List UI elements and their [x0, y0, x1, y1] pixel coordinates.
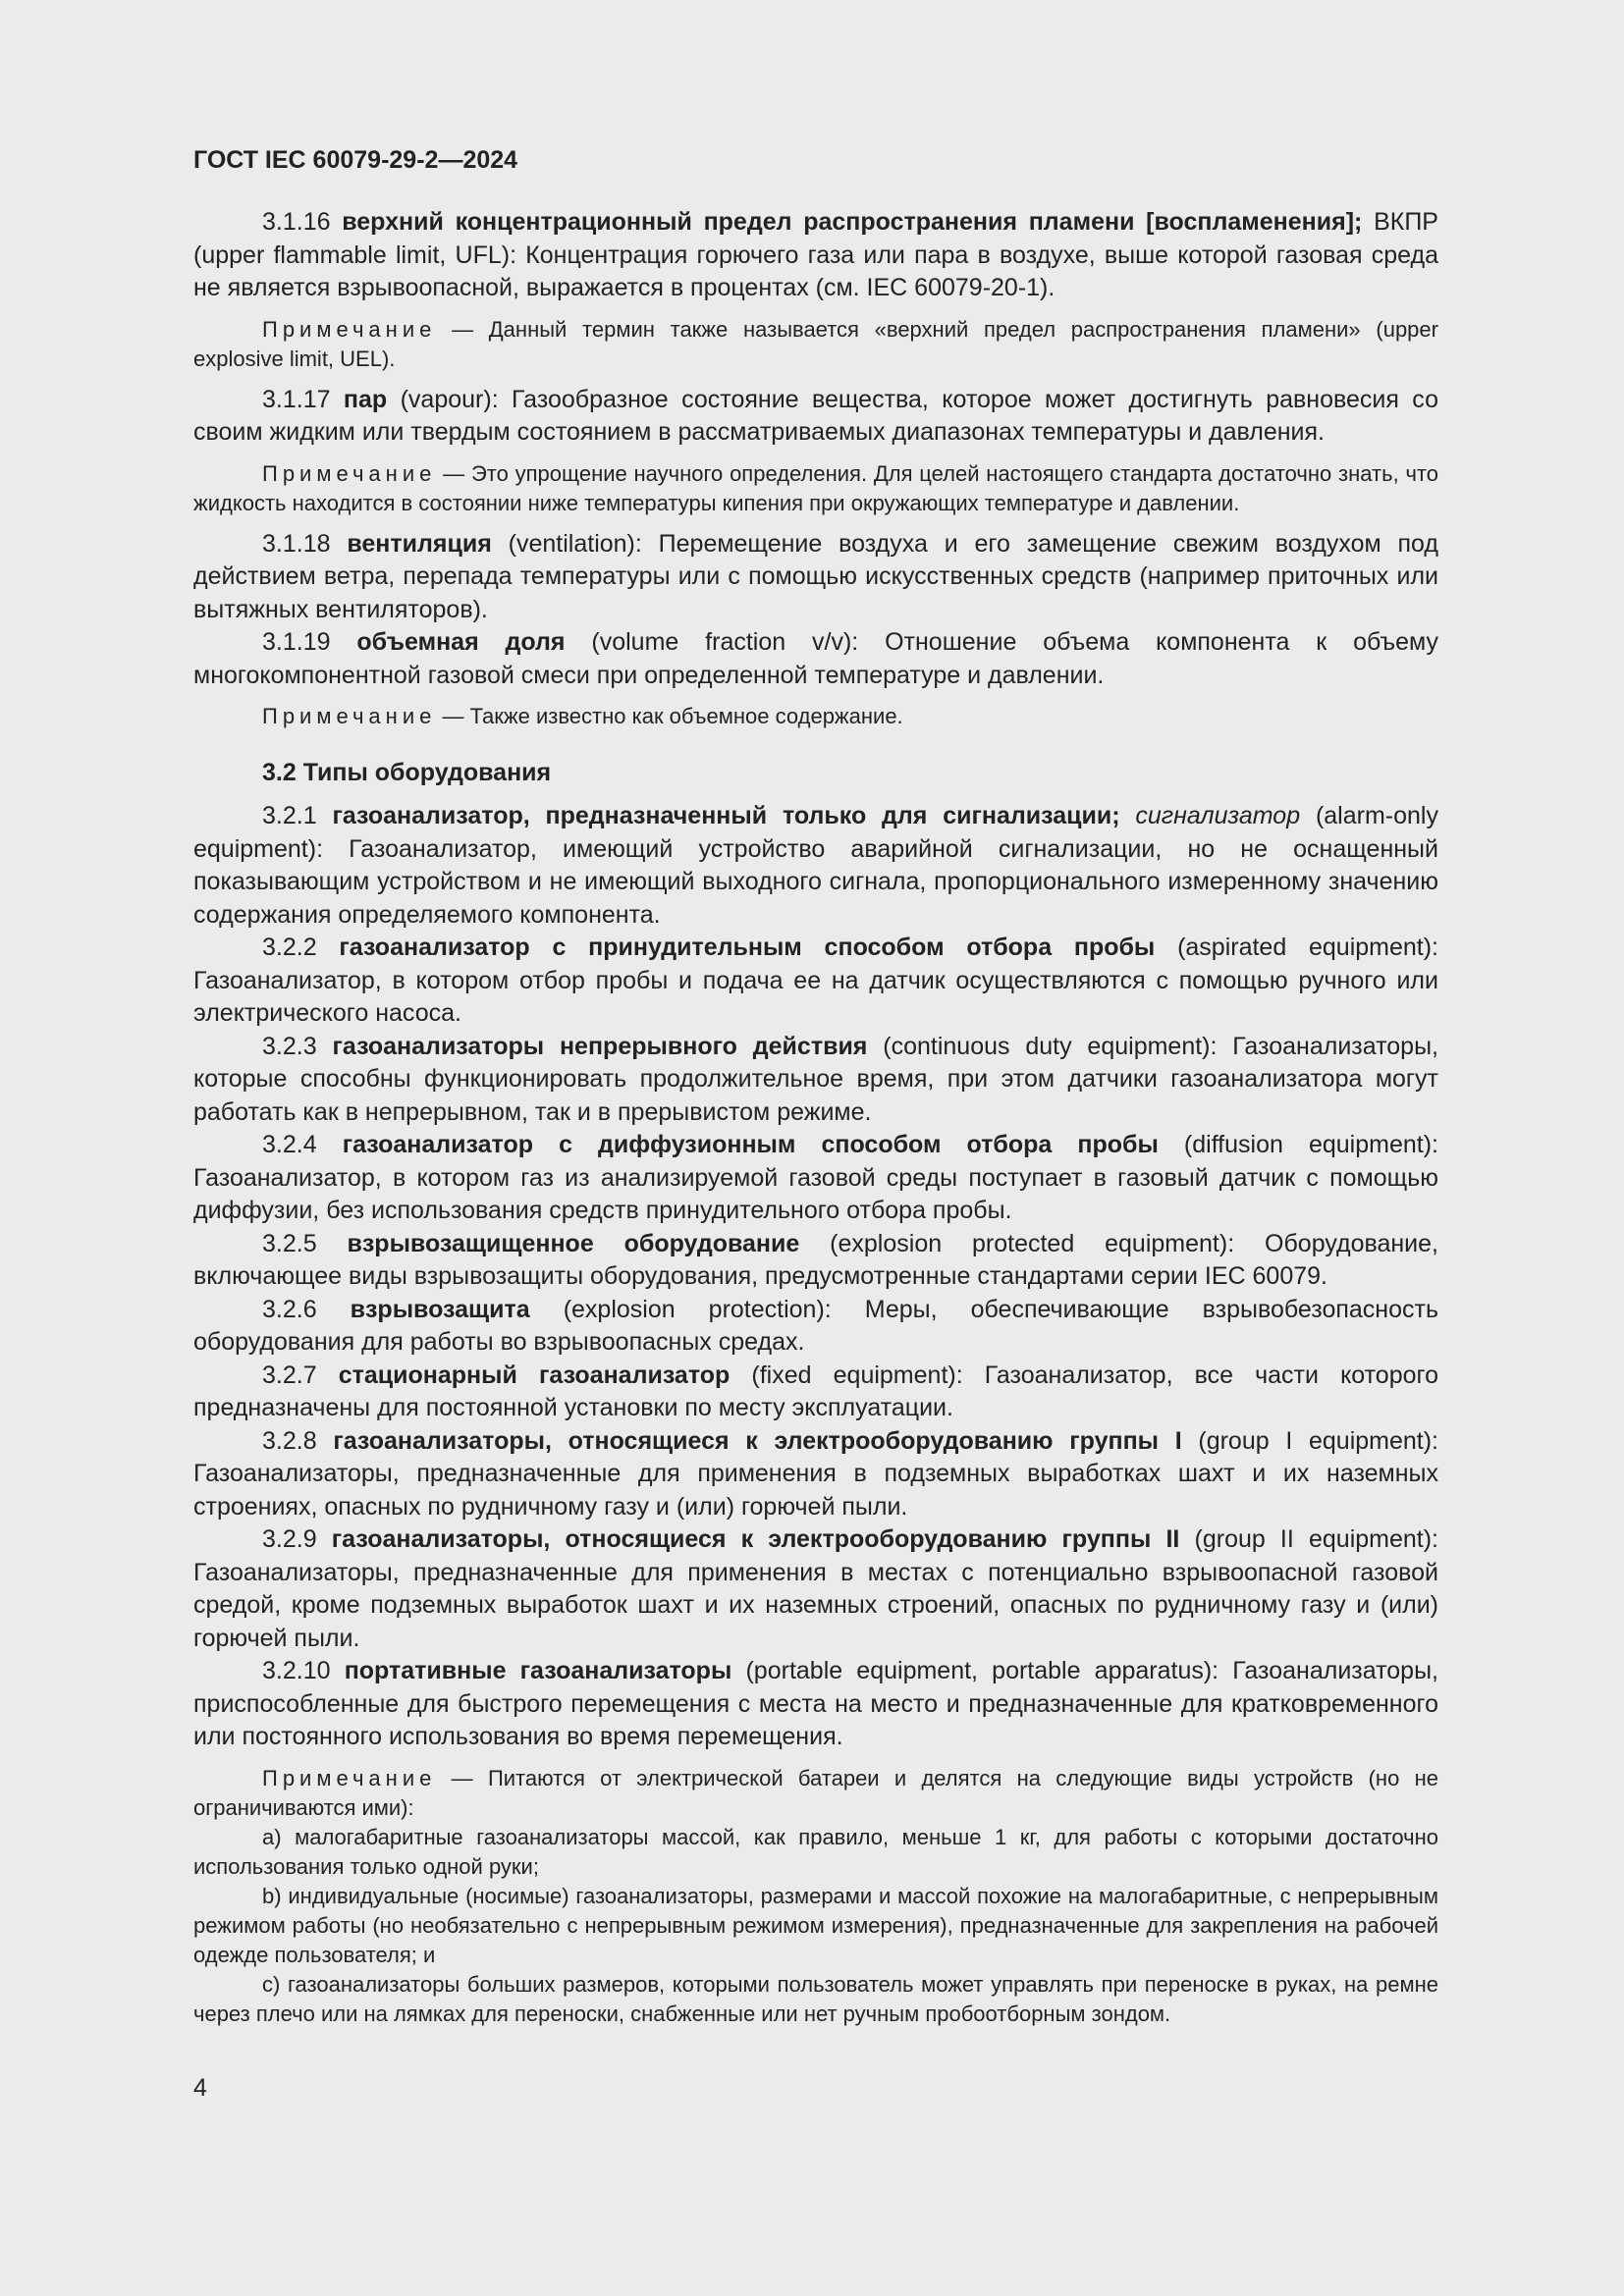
- term-synonym: сигнализатор: [1135, 802, 1301, 829]
- term-number: 3.2.9: [262, 1525, 317, 1553]
- term-3-2-10: [193, 1655, 1438, 1754]
- term-definition: (group II equipment): Газоанализаторы, предназначенные для применения в местах с потенциально взрывоопасной газовой средой, кроме подземных выработок шахт и их наземных строений, опасных по рудничному газу и (или) горючей пыли.: [193, 1525, 1438, 1652]
- term-title: газоанализаторы, относящиеся к электрооборудованию группы I: [333, 1426, 1182, 1455]
- term-title: газоанализаторы, относящиеся к электрооборудованию группы II: [331, 1525, 1180, 1553]
- note-3-1-17: [193, 459, 1438, 518]
- term-3-2-5: [193, 1228, 1438, 1294]
- term-title: объемная доля: [356, 628, 566, 656]
- term-number: 3.2.8: [262, 1426, 317, 1455]
- note-label: Примечание: [262, 460, 437, 486]
- term-title: газоанализатор с диффузионным способом отбора пробы: [342, 1131, 1159, 1158]
- note-list-item-a: а) малогабаритные газоанализаторы массой, как правило, меньше 1 кг, для работы с которыми достаточно использования только одной руки;: [193, 1824, 1438, 1879]
- note-text: Также известно как объемное содержание.: [469, 704, 903, 728]
- note-dash: —: [443, 460, 465, 486]
- term-number: 3.2.2: [262, 934, 317, 961]
- term-number: 3.2.5: [262, 1229, 317, 1257]
- term-number: 3.1.17: [262, 385, 331, 413]
- term-3-1-16: [193, 206, 1438, 305]
- page-number: 4: [193, 2074, 207, 2102]
- term-title: газоанализатор, предназначенный только для сигнализации;: [332, 802, 1120, 829]
- term-number: 3.2.3: [262, 1032, 317, 1060]
- note-label: Примечание: [262, 316, 437, 342]
- term-definition: (volume fraction v/v): Отношение объема компонента к объему многокомпонентной газовой смеси при определенной температуре и давлении.: [193, 628, 1438, 689]
- term-definition: (ventilation): Перемещение воздуха и его замещение свежим воздухом под действием ветра, перепада температуры или с помощью искусственных средств (например приточных или вытяжных вентиляторов).: [193, 529, 1438, 623]
- term-title: вентиляция: [347, 529, 492, 558]
- term-title: стационарный газоанализатор: [338, 1361, 731, 1389]
- term-definition: (explosion protected equipment): Оборудование, включающее виды взрывозащиты оборудования, предусмотренные стандартами серии IEC 60079.: [193, 1229, 1438, 1290]
- term-3-2-7: [193, 1360, 1438, 1425]
- term-title: взрывозащищенное оборудование: [347, 1229, 800, 1257]
- term-definition: (aspirated equipment): Газоанализатор, в котором отбор пробы и подача ее на датчик осуществляются с помощью ручного или электрического насоса.: [193, 934, 1439, 1027]
- term-number: 3.2.6: [262, 1295, 317, 1323]
- term-title: пар: [343, 385, 388, 413]
- term-3-1-19: [193, 626, 1438, 692]
- note-3-1-16: [193, 315, 1438, 374]
- note-label: Примечание: [262, 1765, 437, 1790]
- term-title: взрывозащита: [350, 1295, 530, 1323]
- term-number: 3.2.7: [262, 1361, 317, 1389]
- term-title: газоанализатор с принудительным способом отбора пробы: [339, 934, 1156, 961]
- term-number: 3.1.18: [262, 529, 331, 558]
- term-number: 3.1.16: [262, 208, 331, 236]
- term-definition: (alarm-only equipment): Газоанализатор, имеющий устройство аварийной сигнализации, но не оснащенный показывающим устройством и не имеющий выходного сигнала, пропорционального измеренному значению содержания определяемого компонента.: [193, 802, 1438, 929]
- note-list-item-b: b) индивидуальные (носимые) газоанализаторы, размерами и массой похожие на малогабаритные, с непрерывным режимом работы (но необязательно с непрерывным режимом измерения), предназначенные для закрепления на рабочей одежде пользователя; и: [193, 1883, 1438, 1967]
- note-text: Данный термин также называется «верхний предел распространения пламени» (upper explosive limit, UEL).: [193, 316, 1438, 371]
- note-text: Питаются от электрической батареи и делятся на следующие виды устройств (но не ограничиваются ими):: [193, 1765, 1438, 1820]
- term-3-2-8: [193, 1425, 1438, 1524]
- note-dash: —: [452, 316, 474, 342]
- term-definition: (continuous duty equipment): Газоанализаторы, которые способны функционировать продолжительное время, при этом датчики газоанализатора могут работать как в непрерывном, так и в прерывистом режиме.: [193, 1032, 1438, 1126]
- note-3-2-10: [193, 1764, 1438, 1823]
- term-number: 3.2.10: [262, 1657, 331, 1684]
- term-number: 3.2.1: [262, 802, 317, 829]
- term-title: портативные газоанализаторы: [344, 1657, 732, 1684]
- note-list-item-c: c) газоанализаторы больших размеров, которыми пользователь может управлять при переноске в руках, на ремне через плечо или на лямках для переноски, снабженные или нет ручным пробоотборным зондом.: [193, 1971, 1438, 2026]
- term-definition: (group I equipment): Газоанализаторы, предназначенные для применения в подземных выработках шахт и их наземных строениях, опасных по рудничному газу и (или) горючей пыли.: [193, 1426, 1438, 1521]
- term-definition: (portable equipment, portable apparatus): Газоанализаторы, приспособленные для быстрого перемещения с места на место и предназначенные для кратковременного или постоянного использования во время перемещения.: [193, 1657, 1439, 1750]
- note-dash: —: [442, 704, 464, 728]
- term-3-1-18: [193, 528, 1438, 627]
- term-3-2-9: [193, 1523, 1438, 1655]
- term-3-2-2: [193, 932, 1438, 1031]
- section-heading: 3.2 Типы оборудования: [262, 759, 552, 786]
- term-title: верхний концентрационный предел распространения пламени [воспламенения];: [342, 208, 1363, 236]
- term-title: газоанализаторы непрерывного действия: [332, 1032, 868, 1060]
- term-3-1-17: [193, 384, 1438, 450]
- term-definition: (fixed equipment): Газоанализатор, все части которого предназначены для постоянной установки по месту эксплуатации.: [193, 1361, 1438, 1421]
- term-definition: (vapour): Газообразное состояние вещества, которое может достигнуть равновесия со своим жидким или твердым состоянием в рассматриваемых диапазонах температуры и давления.: [193, 385, 1438, 446]
- document-header: ГОСТ IEC 60079-29-2—2024: [193, 146, 518, 174]
- term-3-2-6: [193, 1294, 1438, 1360]
- note-text: Это упрощение научного определения. Для целей настоящего стандарта достаточно знать, что жидкость находится в состоянии ниже температуры кипения при окружающих температуре и давлении.: [193, 460, 1438, 515]
- note-dash: —: [451, 1765, 473, 1790]
- term-number: 3.2.4: [262, 1131, 317, 1158]
- note-3-1-19: [193, 702, 1438, 731]
- term-definition: (diffusion equipment): Газоанализатор, в котором газ из анализируемой газовой среды поступает в газовый датчик с помощью диффузии, без использования средств принудительного отбора пробы.: [193, 1131, 1438, 1224]
- term-definition: (explosion protection): Меры, обеспечивающие взрывобезопасность оборудования для работы во взрывоопасных средах.: [193, 1295, 1438, 1356]
- term-3-2-3: [193, 1031, 1438, 1130]
- term-3-2-4: [193, 1129, 1438, 1228]
- term-number: 3.1.19: [262, 628, 331, 656]
- term-definition: ВКПР (upper flammable limit, UFL): Концентрация горючего газа или пара в воздухе, выше которой газовая среда не является взрывоопасной, выражается в процентах (см. IEC 60079-20-1).: [193, 208, 1438, 301]
- note-label: Примечание: [262, 704, 437, 728]
- term-3-2-1: [193, 800, 1438, 932]
